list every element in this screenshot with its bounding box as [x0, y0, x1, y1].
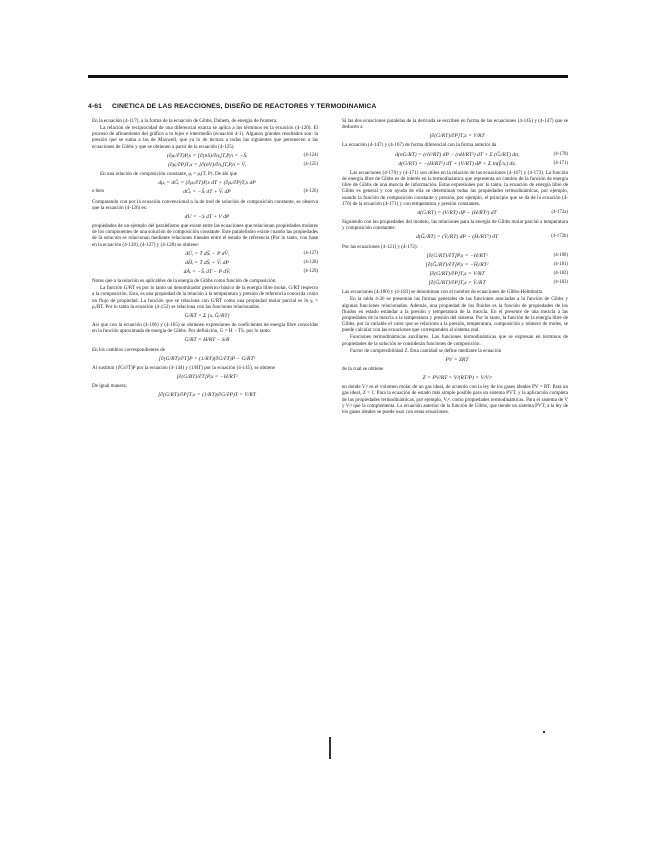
- equation: [∂(G/RT)/∂T]P,x = −H/RT² (4-180): [426, 252, 568, 259]
- equation: (∂μᵢ/∂P)T,x = [∂(nV)/∂nᵢ]T,P,n = V̄ᵢ (4-125): [168, 161, 318, 168]
- equation: dμᵢ = dḠᵢ = (∂μᵢ/∂T)P,x dT + (∂μᵢ/∂P)T,x dP: [158, 180, 256, 187]
- paragraph: Las ecuaciones (4-170) y (4-171) son útiles en la relación de las ecuaciones (4-167) y (4-172). La función de energía libre de Gibbs es de interés en la termodinámica que representa un cambio de la función de energía libre de Gibbs de una mezcla de información. Estas expresiones por lo tanto, la ecuación de energía libre de Gibbs es general y con ayuda de ella se determinan todas las propiedades termodinámicas, por ejemplo, usando la función de composición constante y presión, por ejemplo, el principio que se da de la ecuación (4-170) de la ecuación (4-171) y con temperatura y presión constantes.: [342, 169, 568, 207]
- equation: dŪᵢ = T dS̄ᵢ − P dV̄ᵢ (4-127): [185, 250, 318, 257]
- left-column: [92, 118, 318, 401]
- equation: Z = PV/RT = V/(RT/P) = V/Vᵢᵍ: [422, 375, 492, 382]
- paragraph: En la ecuación (4-117), a la forma de la ecuación de Gibbs, Duhem, de energía de frontera.: [92, 118, 278, 124]
- equation: G/RT = Σ (xᵢ Ḡᵢ/RT): [184, 312, 230, 319]
- equation: [∂(G/RT)/∂T]P = (1/RT)(∂G/∂T)P − G/RT²: [158, 355, 256, 362]
- equation: [∂(G/RT)/∂P]T,x = V/RT (4-182): [429, 270, 568, 277]
- equation: o bien dḠᵢ = −S̄ᵢ dT + V̄ᵢ dP (4-126): [92, 189, 318, 196]
- paragraph: Notes que a la relación es aplicables de la energía de Gibbs como función de composición.: [92, 278, 277, 285]
- paragraph: propiedades de un ejemplo del paralelismo que existe entre las ecuaciones que relacionan propiedades molares de los componentes de una solución de composición constante. Este paralelismo existe cuando las propiedades de la solución se relacionan mediante relaciones lineales entre el estado de referencia (Por lo tanto, con base en la ecuación (4-128), (4-127) y (4-128) se obtiene:: [92, 223, 318, 248]
- paragraph: La relación de reciprocidad de una diferencial exacta se aplica a los términos en la ecuación (4-120). El proceso de afinamiento del gráfico a lo lejos e intermedio (ecuación 4-1). Algunos grandes resultados son: la presión que se suma a las de Maxwell, que ya lo de lectura a todas las siguientes que pertenecen a las ecuaciones de Gibbs y que se obtienen a partir de la ecuación (4-125).: [92, 125, 318, 150]
- page-number: 4-61: [88, 103, 103, 110]
- paragraph: En los cambios correspondientes de: [92, 346, 165, 353]
- paragraph: Siguiendo con las propiedades del modelo, las relaciones para la energía de Gibbs molar parcial a temperatura y composición constantes:: [342, 219, 568, 232]
- equation: [∂(G/RT)/∂T]P,x = −H/RT²: [176, 374, 238, 380]
- right-column: [342, 118, 568, 416]
- page-header: [88, 103, 568, 110]
- margin-mark: [329, 737, 331, 759]
- paragraph: De igual manera,: [92, 383, 127, 390]
- paragraph: La ecuación (4-147) y (4-167) de forma diferencial con la forma anterior da: [342, 142, 497, 149]
- equation: dĀᵢ = −S̄ᵢ dT − P dV̄ᵢ (4-129): [183, 268, 318, 275]
- paragraph: Por las ecuaciones (4-121) y (4-172):: [342, 243, 418, 250]
- equation: G/RT = H/RT − S/R: [184, 337, 230, 344]
- equation: PV = ZRT: [445, 356, 469, 363]
- running-title: CINETICA DE LAS REACCIONES, DISEÑO DE REACTORES Y TERMODINAMICA: [112, 103, 377, 110]
- equation: (∂μᵢ/∂T)P,x = [∂(nS)/∂nᵢ]T,P,n = −S̄ᵢ (4-124): [166, 152, 318, 159]
- paragraph: de la cual se obtiene: [342, 366, 384, 372]
- equation: dU = −S dT + V dP: [184, 213, 230, 220]
- paragraph: Factor de compresibilidad Z. Esta cantidad se define mediante la ecuación: [350, 347, 502, 354]
- paragraph: Si las dos ecuaciones paralelas de la derivada se escriben en forma de las ecuaciones (4-145) y (4-147) que se deducen a: [342, 118, 568, 131]
- equation: d(Ḡᵢ/RT) = (V̄ᵢ/RT) dP − (H̄ᵢ/RT²) dT (4-172b): [415, 234, 568, 241]
- equation: [∂(Ḡᵢ/RT)/∂T]P,x = −H̄ᵢ/RT² (4-181): [425, 261, 568, 268]
- speck: [543, 731, 545, 733]
- paragraph: En la tabla 4-26 se presentan las formas generales de las funciones asociadas a la función de Gibbs y algunas funciones relacionadas. Además, una propiedad de los fluidos es la función de propiedades de los fluidos en estado estándar a la presión y temperatura de la mezcla. En el presente de una mezcla a las propiedades de la mezcla a la temperatura y presión del sistema. Por lo tanto, la función de la energía libre de Gibbs, por la variable el valor que se relaciona a la presión, temperatura, composición y número de moles, se puede calcular con las ecuaciones que corresponden al sistema real.: [342, 296, 568, 334]
- top-rule: [88, 75, 568, 78]
- paragraph: En una relación de composición constante, μᵢ = μᵢ(T, P). De ahí que: [100, 171, 238, 178]
- paragraph: en donde Vᵢᵍ es el volumen molar de un gas ideal, de acuerdo con la ley de los gases ideales PV = RT. Para un gas ideal, Z = 1. Para la ecuación de estado más simple posible para un sistema PVT, y la aplicación completa de las propiedades termodinámicas, por ejemplo, Vᵢᵍ, como propiedades termodinámicas. Para el sistema de V y Vᵢᵍ que la complementa. La ecuación anterior de la función de Gibbs, que tiende un sistema PVT, a la ley de los gases ideales se puede usar con estas ecuaciones.: [342, 384, 568, 415]
- paragraph: Las ecuaciones (4-180) y (4-183) se denominan con el nombre de ecuaciones de Gibbs-Helmholtz.: [342, 289, 544, 296]
- equation: d(G/RT) = −(H/RT²) dT + (V/RT) dP + Σ ln(f̂ᵢ/xᵢ) dxᵢ (4-171): [398, 160, 568, 167]
- equation: d(nG/RT) = (nV/RT) dP − (nH/RT²) dT + Σ (Ḡᵢ/RT) dnᵢ (4-170): [395, 151, 568, 158]
- equation: d(G/RT) = (V/RT) dP − (H/RT²) dT (4-172a): [417, 209, 568, 216]
- equation: [∂(G/RT)/∂P]T,x = V/RT: [429, 133, 485, 140]
- paragraph: Al sustituir (∂G/∂T)P por la ecuación (4-144) y (1/RT) por la ecuación (4-145), se obtiene: [92, 364, 275, 371]
- paragraph: Funciones termodinámicas auxiliares. Las funciones termodinámicas que se expresan en términos de propiedades de la solución se consideran funciones de composición.: [342, 334, 568, 347]
- paragraph: La función G/RT es por lo tanto un denominador genérico básico de la energía libre molar, G/RT respecto a la composición. Esta, es una propiedad de la relación a la temperatura y presión de referencia conocida como un flujo de propiedad. La función que se relaciona con G/RT como una propiedad molar parcial es ln γᵢ = μᵢ/RT. Por lo tanto la ecuación (4-152) se relaciona con las funciones relacionadas.: [92, 285, 318, 310]
- paragraph: Comparando con por la ecuación convencional a la de mol de solución de composición constante, se observa que la ecuación (4-126) es:: [92, 198, 318, 211]
- equation: [∂(Ḡᵢ/RT)/∂P]T,x = V̄ᵢ/RT (4-183): [428, 280, 568, 287]
- equation: [∂(G/RT)/∂P]T,x = (1/RT)(∂G/∂P)T = V/RT: [158, 392, 256, 399]
- equation: dH̄ᵢ = T dS̄ᵢ + V̄ᵢ dP (4-128): [185, 259, 318, 266]
- paragraph: Así que con la ecuación (4-106) y (4-165) se obtienen expresiones de coeficientes de energía libre conocidas en la función aproximada de energía de Gibbs. Por definición, G = H − TS, por lo tanto:: [92, 322, 318, 335]
